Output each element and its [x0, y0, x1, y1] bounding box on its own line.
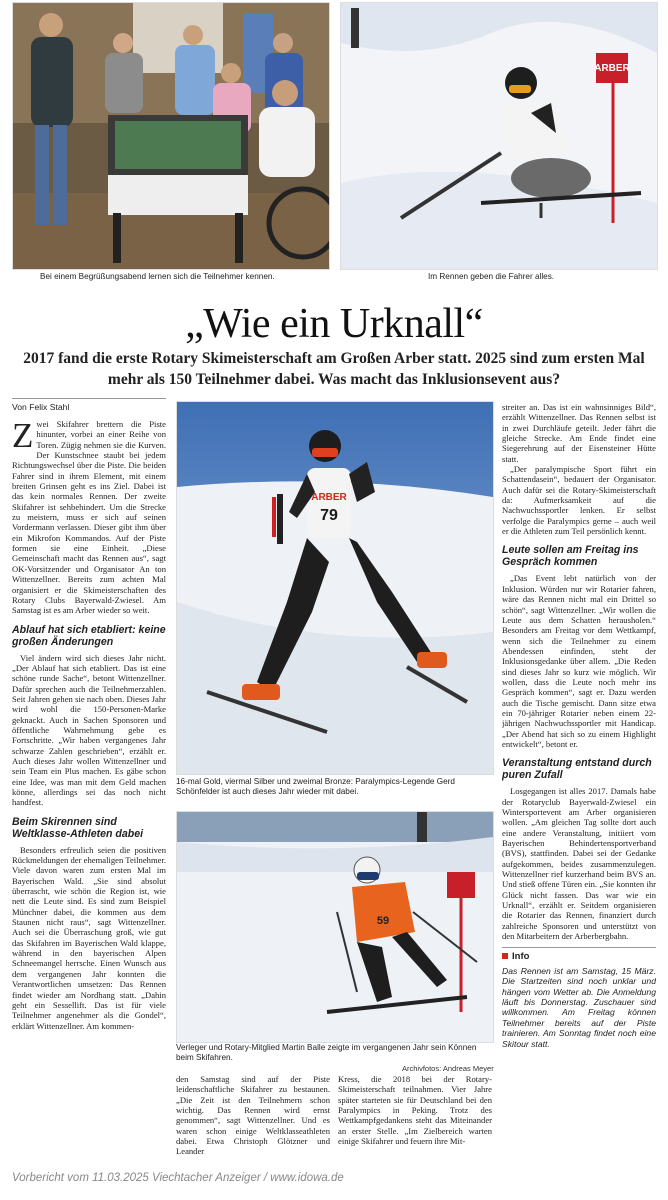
schoenfelder-illustration: [177, 402, 493, 774]
photo-race-sitski: [340, 2, 658, 270]
subheading-freitag: Leute sollen am Freitag ins Gespräch kommen: [502, 544, 639, 569]
author-rule: [12, 398, 166, 399]
article-headline: „Wie ein Urknall“: [185, 301, 483, 347]
article-deck: 2017 fand die erste Rotary Skimeisterschaft am Großen Arber statt. 2025 sind zum ersten Mal mehr als 150 Teilnehmer dabei. Was macht das Inklusionsevent aus?: [23, 350, 645, 388]
paragraph-ablauf: Viel ändern wird sich dieses Jahr nicht. „Der Ablauf hat sich etabliert. Das ist eine schöne runde Sache“, betont Wittenzellner. Dafür sprechen auch die Teilnehmerzahlen. Seit Jahren gehen sie nach oben. Dieses Jahr wird wohl die 150-Personen-Marke geknackt. Auch in Sachen Sponsoren und öffentliche Wahrnehmung gebe es Fortschritte. „Wir haben vergangenes Jahr schwarze Zahlen geschrieben“, erzählt er. Auch dieses Jahr wollen Wittenzellner und sein Team ein Plus machen. Es gäbe schon eine Idee, was man mit dem Geld machen könne, allerdings sei das noch nicht handfest.: [12, 652, 166, 808]
photo-martin-balle: [176, 811, 494, 1043]
paragraph-col2-bottom: den Samstag sind auf der Piste leidenschaftliche Skifahrer zu bestaunen. „Die Zeit ist den Teilnehmern schon wichtig. Das Rennen wird ernst genommen“, sagt Wittenzellner. Und es waren schon einige Weltklasseathleten dabei. Etwa Christoph Glötzner und Leander: [176, 1074, 330, 1157]
caption-reception-evening: Bei einem Begrüßungsabend lernen sich die Teilnehmer kennen.: [40, 272, 275, 281]
info-heading: Info: [502, 952, 656, 962]
info-rule: [502, 947, 656, 948]
footer-source: Vorbericht vom 11.03.2025 Viechtacher Anzeiger / www.idowa.de: [12, 1172, 344, 1184]
info-text: Das Rennen ist am Samstag, 15 März. Die Startzeiten sind noch unklar und hängen vom Wetter ab. Die Anmeldung läuft bis Donnerstag. Zuschauer sind willkommen. Am Freitag können Teilnehmer bereits auf der Piste trainieren. Am Sonntag findet noch eine Skitour statt.: [502, 965, 656, 1049]
martin-balle-illustration: [177, 812, 493, 1042]
paragraph-intro: Zwei Skifahrer brettern die Piste hinunter, vorbei an einer Reihe von Toren. Zügig nehmen sie die Kurven. Der Kunstschnee staubt bei jedem Richtungswechsel über die Piste. Die beiden Fahrer sind in ihrem Element, mit einem breiten Grinsen geht es ins Ziel. Dabei ist das kein normales Rennen. Der zweite Skifahrer ist sehbehindert. Um die Strecke zu meistern, muss er sich auf seinen Vordermann verlassen. Dieser gibt ihm über ein Mikrofon Kommandos. Auf der Piste formen sie eine Einheit. „Diese Gemeinschaft macht das Rennen aus“, sagt OK-Vorsitzender und Organisator An ton Wittenzellner. Bereits zum achten Mal organisiert er die Skimeisterschaften des Rotary Clubs Bayerwald-Zwiesel. Am Samstag ist es am Arber wieder so weit.: [12, 416, 166, 616]
bib-banner-text: ARBER: [311, 492, 347, 503]
paragraph-weltklasse: Besonders erfreulich seien die positiven Rückmeldungen der ehemaligen Teilnehmer. Viele davon waren zum ersten Mal im Bayerischen Wald. „Sie sind absolut überrascht, wie schön die Region ist, wie nett die Leute sind. Es sind zum Beispiel Münchner dabei, die kommen aus dem Staunen nicht raus“, sagt Wittenzellner. Auch sei die Überraschung groß, wie gut das Skifahren im Bayerischen Wald klappe, während in den bayerischen Alpen Schneemangel herrsche. Einen Wunsch aus dem vergangenen Jahr konnten die Verantwortlichen umsetzen: Das Rennen findet wieder am Nordhang statt. „Dahin geht ein Sessellift. Das ist für viele Teilnehmer angenehmer als die Gondel“, erklärt Wittenzellner. Am kommen-: [12, 844, 166, 1031]
column-4: [502, 402, 656, 1168]
caption-race: Im Rennen geben die Fahrer alles.: [428, 272, 555, 281]
photo-credit: Archivfotos: Andreas Meyer: [402, 1064, 494, 1073]
bib-number-bottom: 59: [376, 915, 390, 927]
bib-number-top: 79: [320, 507, 338, 524]
subheading-zufall: Veranstaltung entstand durch puren Zufall: [502, 757, 652, 782]
column-2-bottom: [176, 1074, 330, 1168]
subheading-weltklasse: Beim Skirennen sind Weltklasse-Athleten dabei: [12, 815, 144, 840]
arber-banner-text: ARBER: [594, 63, 630, 74]
paragraph-col4-3: „Das Event lebt natürlich von der Inklusion. Würden nur wir Rotarier fahren, wäre das Rennen nicht mal ein Drittel so schön“, sagt Wittenzellner. „Wir wollen die Leute aus dem Schatten herausholen.“ Besonders am Freitag vor dem Wettkampf, wenn sich die Teilnehmer zu einem Abendessen einfinden, steht der Inklusionsgedanke über allem. „Die Reden sind dieses Jahr so kurz wie möglich. Wir wollen, dass die Leute noch mehr ins Gespräch kommen“, sagt er. Dazu werden auch die Tische gemischt. Dann sitze etwa ein 70-jähriger Rotarier neben einem 22-jährigen Nachwuchssportler mit Handicap. „Der Abend hat sich so zu einem Highlight entwickelt“, betont er.: [502, 573, 656, 749]
column-1: [12, 402, 166, 1168]
paragraph-col4-2: „Der paralympische Sport führt ein Schattendasein“, bedauert der Organisator. Auch dafür sei die Rotary-Skimeisterschaft da: Aufmerksamkeit auf die Nachwuchssportler lenken. Er selbst verfolge die Paralympics gerne – auch weil er die Athleten zum Teil persönlich kennt.: [502, 464, 656, 537]
caption-martin-balle: Verleger und Rotary-Mitglied Martin Balle zeigte im vergangenen Jahr sein Können beim Skifahren.: [176, 1043, 477, 1063]
photo-reception-evening: [12, 2, 330, 270]
caption-schoenfelder: 16-mal Gold, viermal Silber und zweimal Bronze: Paralympics-Legende Gerd Schönfelder ist auch dieses Jahr wieder mit dabei.: [176, 777, 455, 797]
author-byline: Von Felix Stahl: [12, 402, 70, 412]
race-sitski-illustration: [341, 3, 657, 269]
paragraph-col3-bottom: Kress, die 2018 bei der Rotary-Skimeisterschaft teilnahmen. Vier Jahre später starteten sie für Deutschland bei den Paralympics in Peking. Trotz des Wettkampfgedankens steht das Miteinander an erster Stelle. „Im Zielbereich warten einige Skifahrer und feuern ihre Mit-: [338, 1074, 492, 1147]
paragraph-col4-1: streiter an. Das ist ein wahnsinniges Bild“, erzählt Wittenzellner. Das Rennen selbst ist in zwei Durchläufe geteilt. Jeder fährt die gleiche Strecke. Am Ende findet eine Siegerehrung auf der Eisensteiner Hütte statt.: [502, 402, 656, 464]
drop-cap: Z: [12, 416, 34, 455]
info-square-icon: [502, 953, 508, 959]
paragraph-col4-4: Losgegangen ist alles 2017. Damals habe der Rotaryclub Bayerwald-Zwiesel ein Wintersportevent am Arber organisieren wollen. „Am gleichen Tag sollte dort auch eine andere Veranstaltung, initiiert vom Bayerischen Behindertensportverband (BVS), stattfinden. Dabei sei der Gedanke aufgekommen, beides zusammenzulegen. Wittenzellner rief kurzerhand beim BVS an. Und stieß offene Türen ein. „Sie konnten ihr Glück nicht fassen. Das war wie ein Urknall“, erzählt er. Seitdem organisieren die Rotarier das Rennen, finanziert durch zahlreiche Sponsoren und unterstützt von den Mitarbeitern der Arberbergbahn.: [502, 786, 656, 942]
photo-schoenfelder: [176, 401, 494, 775]
reception-evening-illustration: [13, 3, 329, 269]
column-3-bottom: [338, 1074, 492, 1168]
subheading-ablauf: Ablauf hat sich etabliert: keine großen Änderungen: [12, 623, 166, 648]
